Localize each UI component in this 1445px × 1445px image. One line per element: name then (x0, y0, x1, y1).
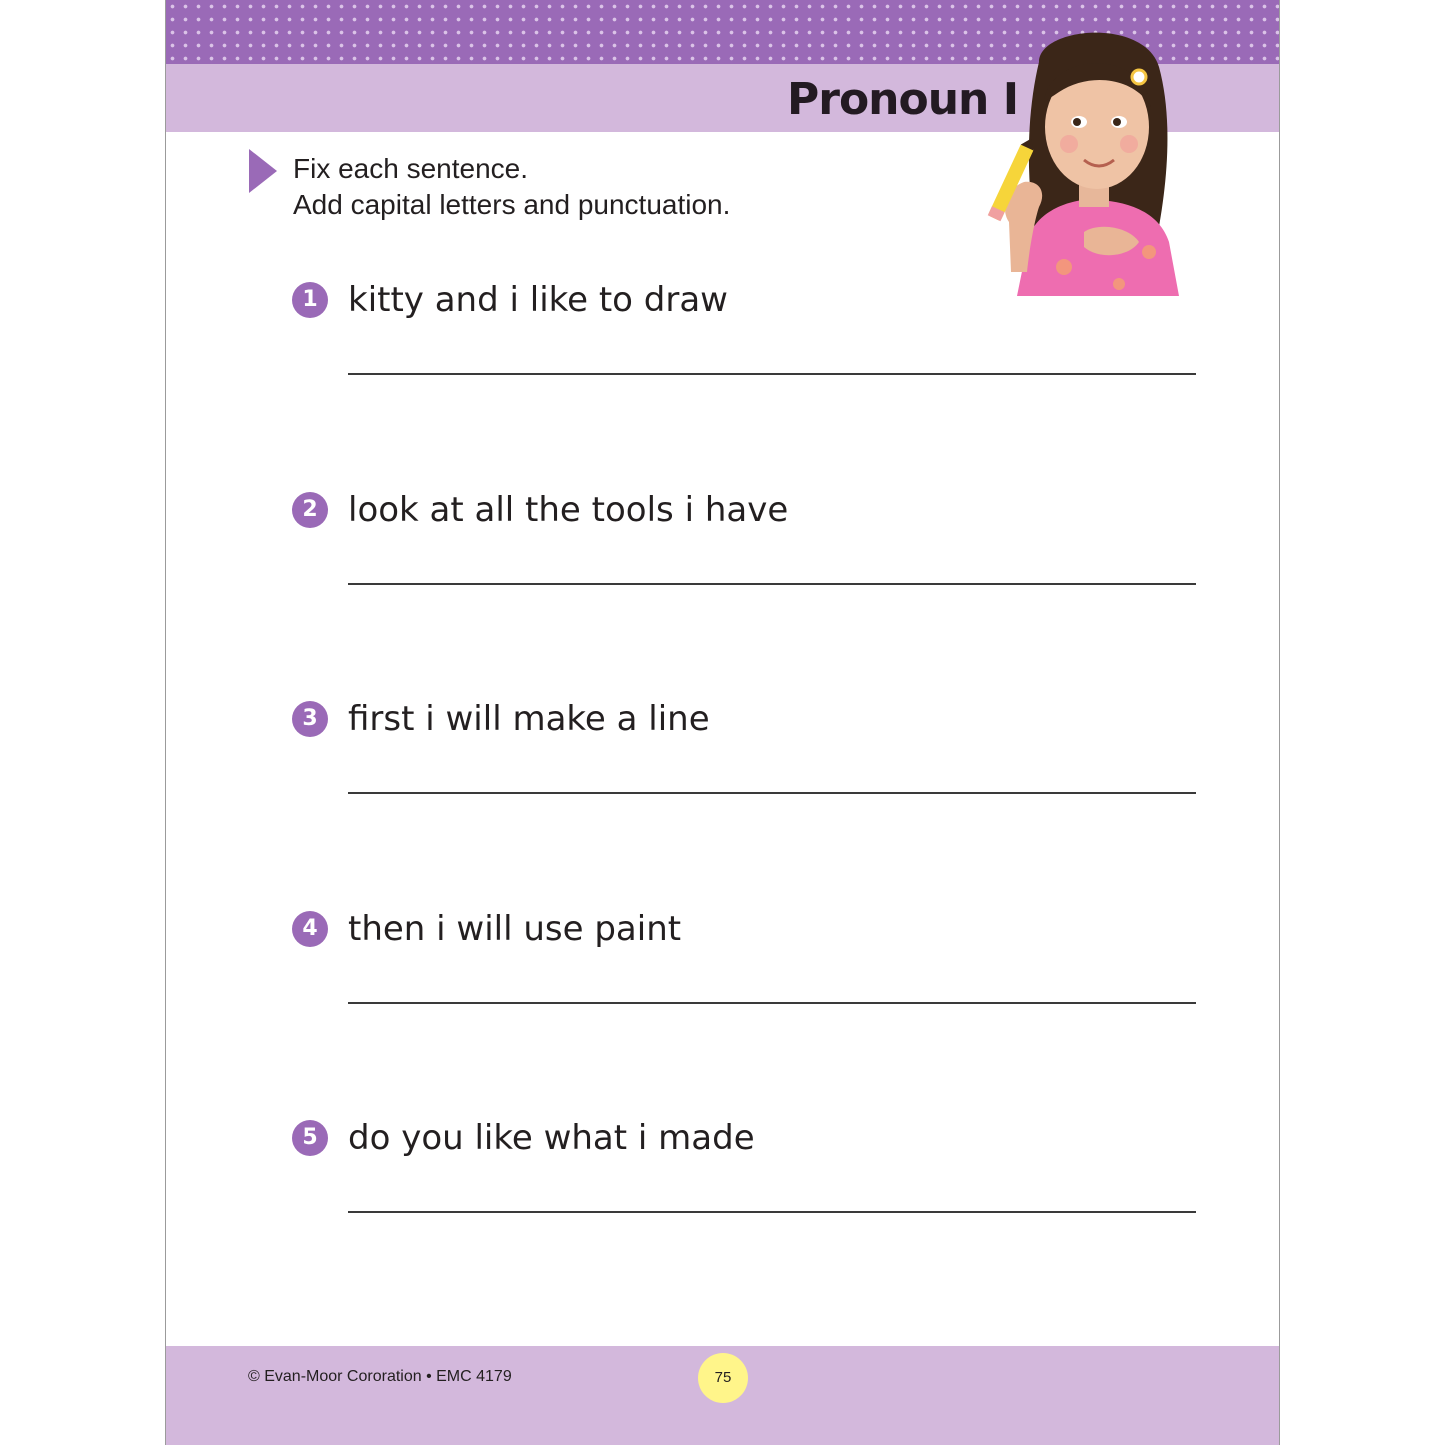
page-number-badge: 75 (698, 1353, 748, 1403)
answer-line[interactable] (348, 583, 1196, 585)
instructions (293, 151, 730, 223)
answer-line[interactable] (348, 1211, 1196, 1213)
page-title: Pronoun I (787, 74, 1019, 125)
question-1 (292, 282, 1196, 432)
question-sentence: kitty and i like to draw (348, 280, 728, 320)
answer-line[interactable] (348, 792, 1196, 794)
question-5 (292, 1120, 1196, 1270)
answer-line[interactable] (348, 373, 1196, 375)
answer-line[interactable] (348, 1002, 1196, 1004)
instruction-line-2: Add capital letters and punctuation. (293, 189, 731, 220)
copyright-text: © Evan-Moor Cororation • EMC 4179 (248, 1368, 512, 1385)
instruction-line-1: Fix each sentence. (293, 153, 529, 184)
question-sentence: then i will use paint (348, 909, 682, 949)
question-number-badge: 1 (292, 282, 328, 318)
instruction-arrow-icon (249, 149, 277, 193)
question-number-badge: 3 (292, 701, 328, 737)
question-number-badge: 4 (292, 911, 328, 947)
question-sentence: do you like what i made (348, 1118, 755, 1158)
question-3 (292, 701, 1196, 851)
question-number-badge: 5 (292, 1120, 328, 1156)
question-4 (292, 911, 1196, 1061)
question-sentence: first i will make a line (348, 699, 710, 739)
girl-with-pencil-illustration (969, 22, 1209, 296)
page-footer (166, 1346, 1279, 1445)
worksheet-page (165, 0, 1280, 1445)
question-number-badge: 2 (292, 492, 328, 528)
question-sentence: look at all the tools i have (348, 490, 789, 530)
question-2 (292, 492, 1196, 642)
